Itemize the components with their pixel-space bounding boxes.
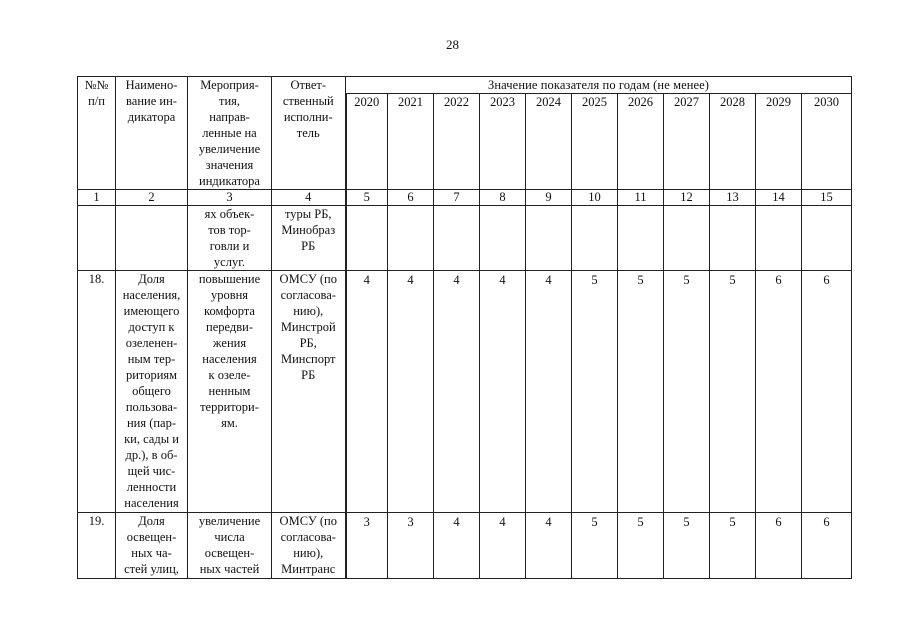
header-year: 2025 [572, 94, 618, 190]
column-number: 15 [802, 190, 852, 206]
row-value [710, 206, 756, 271]
header-year: 2023 [480, 94, 526, 190]
column-number: 5 [346, 190, 388, 206]
row-value [664, 206, 710, 271]
row-value: 5 [618, 271, 664, 513]
row-measure: повышение уровня комфорта передви- жения населения к озеле- ненным территори- ям. [188, 271, 272, 513]
row-value [756, 206, 802, 271]
column-number: 11 [618, 190, 664, 206]
row-measure: увеличение числа освещен- ных частей [188, 513, 272, 579]
column-number: 7 [434, 190, 480, 206]
header-year: 2028 [710, 94, 756, 190]
header-year: 2022 [434, 94, 480, 190]
row-executor: ОМСУ (по согласова- нию), Минтранс [272, 513, 346, 579]
row-value: 5 [618, 513, 664, 579]
row-value: 4 [480, 271, 526, 513]
row-value [480, 206, 526, 271]
table-row [78, 271, 852, 513]
row-value: 4 [434, 513, 480, 579]
row-value: 4 [434, 271, 480, 513]
row-value [618, 206, 664, 271]
column-number: 12 [664, 190, 710, 206]
row-value: 6 [802, 271, 852, 513]
indicators-table [77, 76, 852, 579]
page-number: 28 [446, 37, 459, 52]
column-number: 8 [480, 190, 526, 206]
column-number: 13 [710, 190, 756, 206]
header-year: 2027 [664, 94, 710, 190]
row-value [346, 206, 388, 271]
row-value [434, 206, 480, 271]
row-indicator: Доля освещен- ных ча- стей улиц, [116, 513, 188, 579]
header-year: 2026 [618, 94, 664, 190]
row-executor: туры РБ, Минобраз РБ [272, 206, 346, 271]
row-value: 4 [388, 271, 434, 513]
header-year: 2020 [346, 94, 388, 190]
table-row [78, 513, 852, 579]
row-num: 19. [78, 513, 116, 579]
row-value: 3 [346, 513, 388, 579]
header-indicator: Наимено- вание ин- дикатора [116, 77, 188, 190]
header-row [78, 77, 852, 94]
column-number: 6 [388, 190, 434, 206]
row-value [802, 206, 852, 271]
header-year: 2030 [802, 94, 852, 190]
header-year: 2021 [388, 94, 434, 190]
row-value: 4 [346, 271, 388, 513]
row-value: 6 [756, 271, 802, 513]
row-num: 18. [78, 271, 116, 513]
row-value: 6 [756, 513, 802, 579]
row-executor: ОМСУ (по согласова- нию), Минстрой РБ, Минспорт РБ [272, 271, 346, 513]
row-value [572, 206, 618, 271]
row-value: 3 [388, 513, 434, 579]
row-value: 4 [526, 271, 572, 513]
row-value: 4 [480, 513, 526, 579]
header-year: 2029 [756, 94, 802, 190]
header-values-group: Значение показателя по годам (не менее) [346, 77, 852, 94]
table-row [78, 206, 852, 271]
column-number: 1 [78, 190, 116, 206]
column-number: 4 [272, 190, 346, 206]
row-value [388, 206, 434, 271]
header-year: 2024 [526, 94, 572, 190]
row-value: 5 [710, 271, 756, 513]
row-value: 6 [802, 513, 852, 579]
row-measure: ях объек- тов тор- говли и услуг. [188, 206, 272, 271]
header-measure: Мероприя- тия, направ- ленные на увеличение значения индикатора [188, 77, 272, 190]
row-indicator [116, 206, 188, 271]
column-number: 10 [572, 190, 618, 206]
row-value: 4 [526, 513, 572, 579]
column-number: 2 [116, 190, 188, 206]
row-indicator: Доля населения, имеющего доступ к озеленен- ным тер- риториям общего пользова- ния (пар- ки, сады и др.), в об- щей чис- ленности населения [116, 271, 188, 513]
row-value: 5 [572, 271, 618, 513]
header-executor: Ответ- ственный исполни- тель [272, 77, 346, 190]
column-number: 3 [188, 190, 272, 206]
row-value [526, 206, 572, 271]
row-value: 5 [572, 513, 618, 579]
row-value: 5 [664, 271, 710, 513]
column-number-row [78, 190, 852, 206]
column-number: 14 [756, 190, 802, 206]
row-value: 5 [710, 513, 756, 579]
row-num [78, 206, 116, 271]
header-num: №№ п/п [78, 77, 116, 190]
row-value: 5 [664, 513, 710, 579]
column-number: 9 [526, 190, 572, 206]
